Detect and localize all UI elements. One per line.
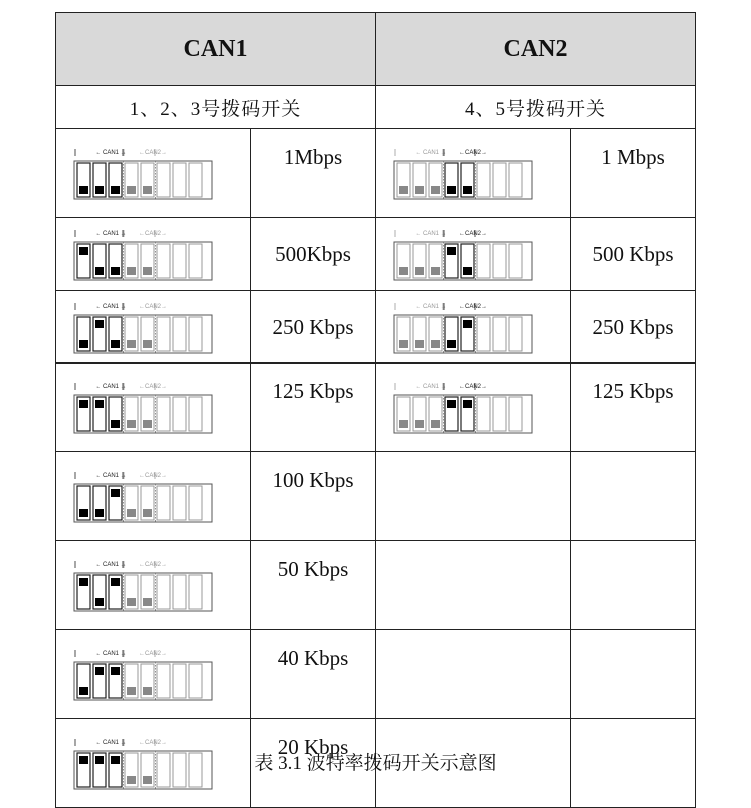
- baud-rate-table-lower: [55, 362, 696, 808]
- can1-rate: 20 Kbps: [251, 719, 376, 808]
- empty-cell: [376, 541, 571, 630]
- switch-knob-2: [95, 267, 104, 275]
- switch-slot-7: [173, 317, 186, 351]
- switch-slot-6: [157, 486, 170, 520]
- switch-knob-3: [431, 340, 440, 348]
- switch-knob-3: [111, 340, 120, 348]
- can1-dip-switch-cell: [56, 129, 251, 218]
- can1-rate: 250 Kbps: [251, 291, 376, 364]
- switch-slot-8: [509, 317, 522, 351]
- switch-knob-2: [415, 340, 424, 348]
- can1-dip-switch-cell: [56, 291, 251, 364]
- switch-knob-2: [415, 186, 424, 194]
- can1-switch-label: ← CAN1 →: [95, 473, 127, 479]
- switch-slot-7: [173, 664, 186, 698]
- switch-slot-7: [173, 163, 186, 197]
- switch-slot-8: [189, 664, 202, 698]
- switch-knob-5: [143, 687, 152, 695]
- switch-knob-3: [111, 267, 120, 275]
- can2-switch-label: ←CAN2→: [458, 384, 488, 390]
- switch-slot-8: [509, 397, 522, 431]
- can1-rate: 125 Kbps: [251, 363, 376, 452]
- can1-dip-switch-cell: [56, 452, 251, 541]
- can1-switch-label: ← CAN1 →: [95, 231, 127, 237]
- switch-knob-1: [399, 186, 408, 194]
- switch-knob-4: [127, 340, 136, 348]
- switch-slot-8: [189, 575, 202, 609]
- can2-dip-switch-cell: [376, 129, 571, 218]
- switch-knob-5: [143, 509, 152, 517]
- can2-switch-label: ←CAN2→: [138, 231, 168, 237]
- switch-slot-7: [493, 244, 506, 278]
- switch-slot-8: [509, 163, 522, 197]
- switch-knob-4: [127, 598, 136, 606]
- switch-knob-3: [111, 420, 120, 428]
- switch-knob-4: [127, 509, 136, 517]
- can2-switch-label: ←CAN2→: [138, 562, 168, 568]
- switch-slot-6: [157, 317, 170, 351]
- switch-slot-6: [477, 317, 490, 351]
- switch-slot-7: [173, 575, 186, 609]
- can1-dip-switch-cell: [56, 541, 251, 630]
- switch-slot-7: [173, 244, 186, 278]
- can2-dip-switch-cell: [376, 363, 571, 452]
- switch-knob-5: [463, 186, 472, 194]
- switch-knob-3: [111, 186, 120, 194]
- switch-slot-7: [173, 486, 186, 520]
- baud-rate-table-upper: [55, 12, 696, 364]
- table-caption: 表 3.1 波特率拨码开关示意图: [254, 753, 497, 774]
- can1-switch-label: ← CAN1 →: [415, 231, 447, 237]
- can1-switch-label: ← CAN1 →: [415, 150, 447, 156]
- can2-dip-switch-cell: [376, 218, 571, 291]
- switch-slot-6: [157, 244, 170, 278]
- can2-switch-label: ←CAN2→: [138, 304, 168, 310]
- switch-knob-2: [415, 420, 424, 428]
- switch-knob-5: [463, 320, 472, 328]
- can1-switch-group-label: 1、2、3号拨码开关: [56, 86, 376, 129]
- switch-knob-1: [399, 340, 408, 348]
- switch-knob-2: [95, 400, 104, 408]
- switch-knob-2: [95, 598, 104, 606]
- switch-slot-6: [157, 397, 170, 431]
- can2-rate: 1 Mbps: [571, 129, 696, 218]
- switch-slot-8: [189, 244, 202, 278]
- switch-slot-7: [493, 317, 506, 351]
- switch-knob-1: [399, 267, 408, 275]
- switch-slot-7: [493, 397, 506, 431]
- switch-knob-5: [143, 340, 152, 348]
- switch-knob-4: [127, 267, 136, 275]
- can2-dip-switch-cell: [376, 291, 571, 364]
- switch-knob-5: [143, 776, 152, 784]
- can2-switch-label: ←CAN2→: [138, 384, 168, 390]
- switch-slot-6: [157, 575, 170, 609]
- switch-knob-5: [143, 598, 152, 606]
- switch-knob-3: [111, 578, 120, 586]
- can2-rate: 500 Kbps: [571, 218, 696, 291]
- switch-knob-1: [79, 247, 88, 255]
- can2-header: CAN2: [376, 13, 696, 86]
- switch-knob-4: [447, 186, 456, 194]
- can1-dip-switch-cell: [56, 630, 251, 719]
- can1-switch-label: ← CAN1 →: [95, 304, 127, 310]
- switch-slot-6: [477, 397, 490, 431]
- can1-switch-label: ← CAN1 →: [415, 304, 447, 310]
- switch-slot-7: [493, 163, 506, 197]
- can1-rate: 500Kbps: [251, 218, 376, 291]
- can2-switch-label: ←CAN2→: [458, 150, 488, 156]
- switch-slot-8: [189, 486, 202, 520]
- switch-knob-4: [127, 186, 136, 194]
- switch-knob-5: [143, 267, 152, 275]
- switch-knob-3: [431, 186, 440, 194]
- empty-cell: [376, 452, 571, 541]
- switch-slot-7: [173, 397, 186, 431]
- switch-knob-1: [79, 578, 88, 586]
- can2-switch-label: ←CAN2→: [138, 740, 168, 746]
- can1-switch-label: ← CAN1 →: [95, 651, 127, 657]
- can1-rate: 100 Kbps: [251, 452, 376, 541]
- switch-knob-5: [463, 400, 472, 408]
- switch-slot-8: [509, 244, 522, 278]
- switch-knob-5: [143, 420, 152, 428]
- can2-rate: 250 Kbps: [571, 291, 696, 364]
- can1-switch-label: ← CAN1 →: [95, 562, 127, 568]
- switch-knob-3: [111, 489, 120, 497]
- switch-knob-4: [127, 776, 136, 784]
- can2-switch-label: ←CAN2→: [458, 304, 488, 310]
- switch-knob-4: [127, 420, 136, 428]
- switch-slot-6: [157, 163, 170, 197]
- can2-rate: 125 Kbps: [571, 363, 696, 452]
- switch-slot-8: [189, 163, 202, 197]
- can1-rate: 1Mbps: [251, 129, 376, 218]
- switch-knob-2: [95, 667, 104, 675]
- can2-switch-label: ←CAN2→: [138, 651, 168, 657]
- switch-slot-6: [157, 664, 170, 698]
- can1-switch-label: ← CAN1 →: [95, 150, 127, 156]
- switch-knob-5: [463, 267, 472, 275]
- switch-slot-6: [477, 244, 490, 278]
- switch-knob-2: [95, 320, 104, 328]
- switch-knob-2: [95, 186, 104, 194]
- switch-knob-5: [143, 186, 152, 194]
- switch-knob-1: [399, 420, 408, 428]
- switch-knob-3: [431, 267, 440, 275]
- switch-knob-2: [415, 267, 424, 275]
- switch-knob-2: [95, 509, 104, 517]
- switch-knob-4: [127, 687, 136, 695]
- can2-switch-group-label: 4、5号拨码开关: [376, 86, 696, 129]
- can2-switch-label: ←CAN2→: [458, 231, 488, 237]
- switch-knob-3: [431, 420, 440, 428]
- switch-knob-4: [447, 247, 456, 255]
- switch-slot-8: [189, 397, 202, 431]
- can2-switch-label: ←CAN2→: [138, 473, 168, 479]
- can2-switch-label: ←CAN2→: [138, 150, 168, 156]
- can1-header: CAN1: [56, 13, 376, 86]
- can1-rate: 50 Kbps: [251, 541, 376, 630]
- can1-dip-switch-cell: [56, 218, 251, 291]
- can1-switch-label: ← CAN1 →: [95, 740, 127, 746]
- can1-rate: 40 Kbps: [251, 630, 376, 719]
- empty-cell: [571, 452, 696, 541]
- empty-cell: [376, 630, 571, 719]
- switch-knob-1: [79, 687, 88, 695]
- switch-knob-4: [447, 340, 456, 348]
- switch-knob-3: [111, 667, 120, 675]
- switch-knob-1: [79, 186, 88, 194]
- switch-knob-4: [447, 400, 456, 408]
- switch-knob-1: [79, 340, 88, 348]
- switch-slot-6: [477, 163, 490, 197]
- can1-switch-label: ← CAN1 →: [415, 384, 447, 390]
- switch-knob-1: [79, 509, 88, 517]
- empty-cell: [571, 630, 696, 719]
- can1-switch-label: ← CAN1 →: [95, 384, 127, 390]
- can1-dip-switch-cell: [56, 363, 251, 452]
- switch-knob-1: [79, 400, 88, 408]
- switch-slot-8: [189, 317, 202, 351]
- empty-cell: [571, 541, 696, 630]
